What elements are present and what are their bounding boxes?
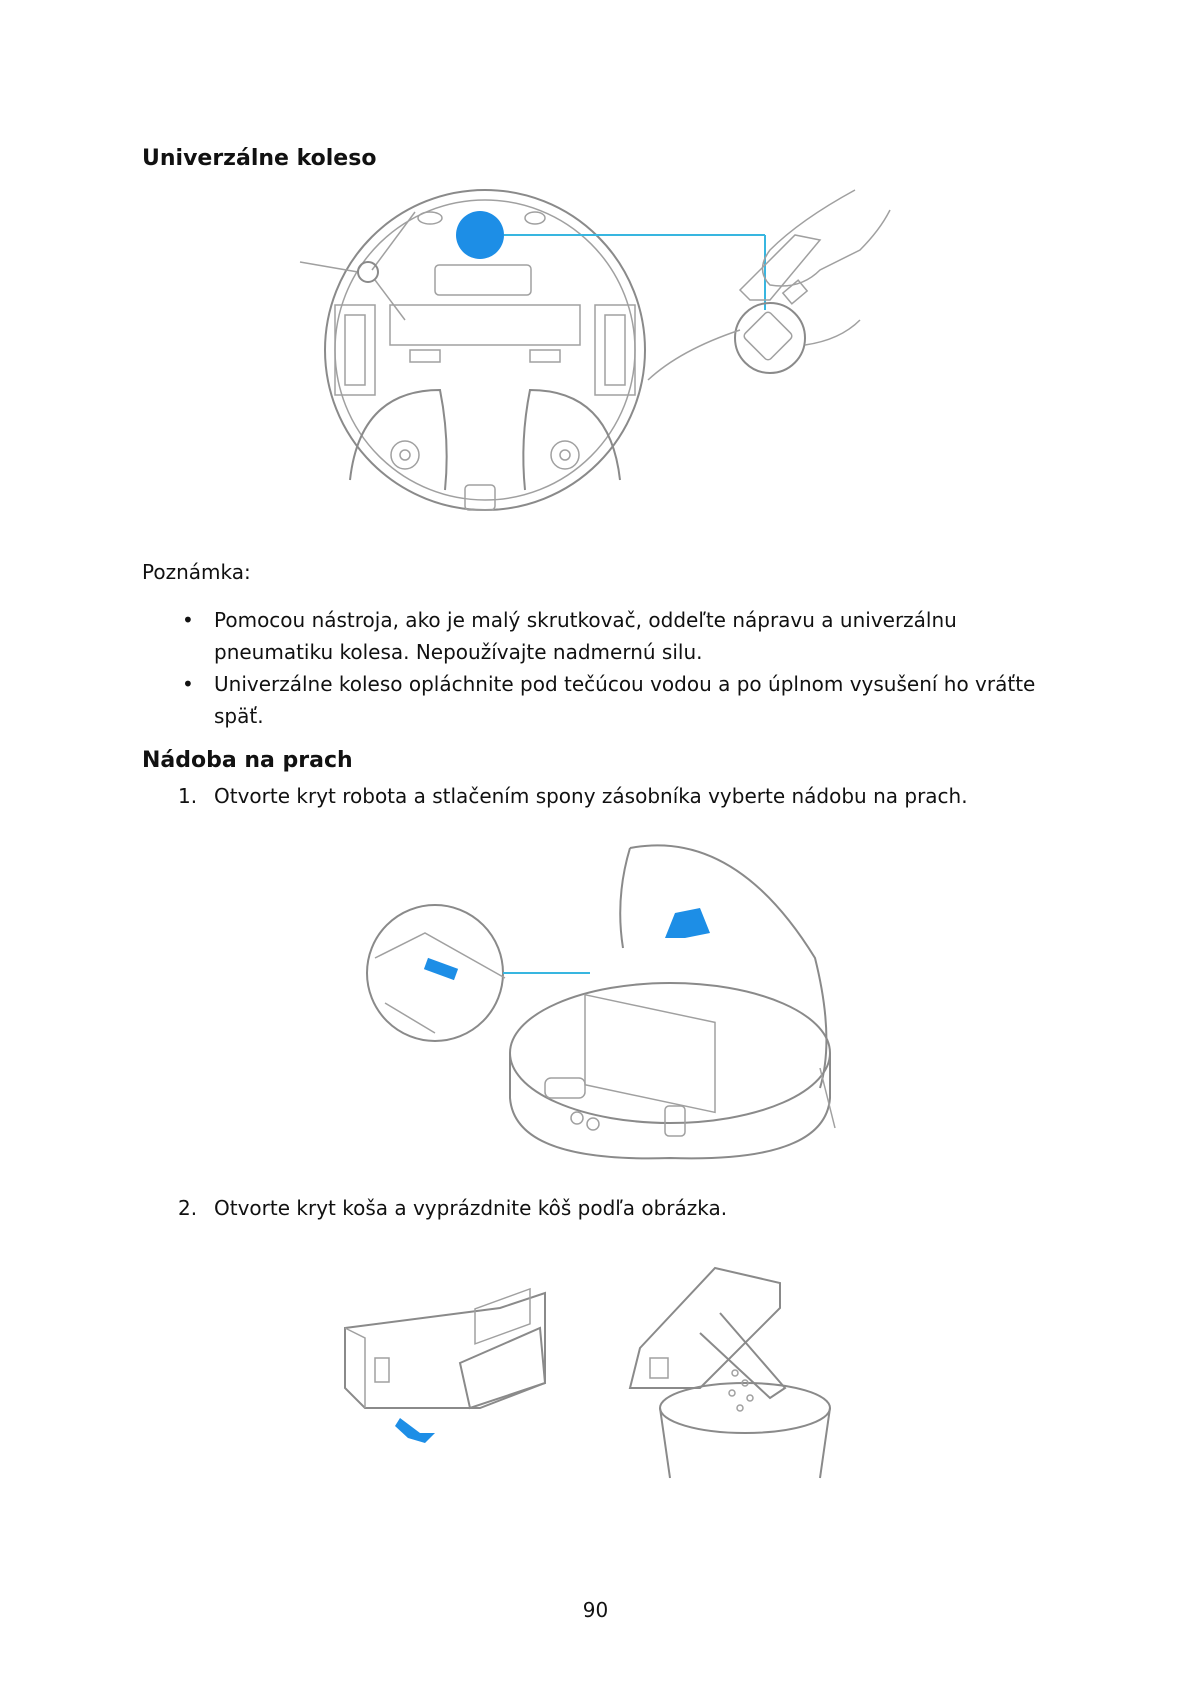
- step-number: 1.: [178, 784, 198, 808]
- step-number: 2.: [178, 1196, 198, 1220]
- list-item: [182, 668, 1062, 732]
- note-label: Poznámka:: [142, 560, 251, 584]
- section-title-dustbin: Nádoba na prach: [142, 748, 353, 773]
- list-item-text: Univerzálne koleso opláchnite pod tečúcou vodou a po úplnom vysušení ho vráťte späť.: [214, 672, 1036, 728]
- list-item: [182, 604, 1062, 668]
- list-item: [178, 1192, 1078, 1224]
- bullet-icon: •: [182, 672, 194, 696]
- section-title-wheel: Univerzálne koleso: [142, 146, 377, 171]
- empty-bin-illustration: [340, 1258, 850, 1478]
- page-number: 90: [582, 1598, 609, 1622]
- list-item: [178, 780, 1078, 812]
- step-text: Otvorte kryt koša a vyprázdnite kôš podľa obrázka.: [214, 1196, 728, 1220]
- bullet-icon: •: [182, 608, 194, 632]
- step-text: Otvorte kryt robota a stlačením spony zásobníka vyberte nádobu na prach.: [214, 784, 968, 808]
- robot-underside-illustration: [300, 190, 920, 530]
- list-item-text: Pomocou nástroja, ako je malý skrutkovač, oddeľte nápravu a univerzálnu pneumatiku kolesa. Nepoužívajte nadmernú silu.: [214, 608, 957, 664]
- dustbin-removal-illustration: [365, 838, 835, 1158]
